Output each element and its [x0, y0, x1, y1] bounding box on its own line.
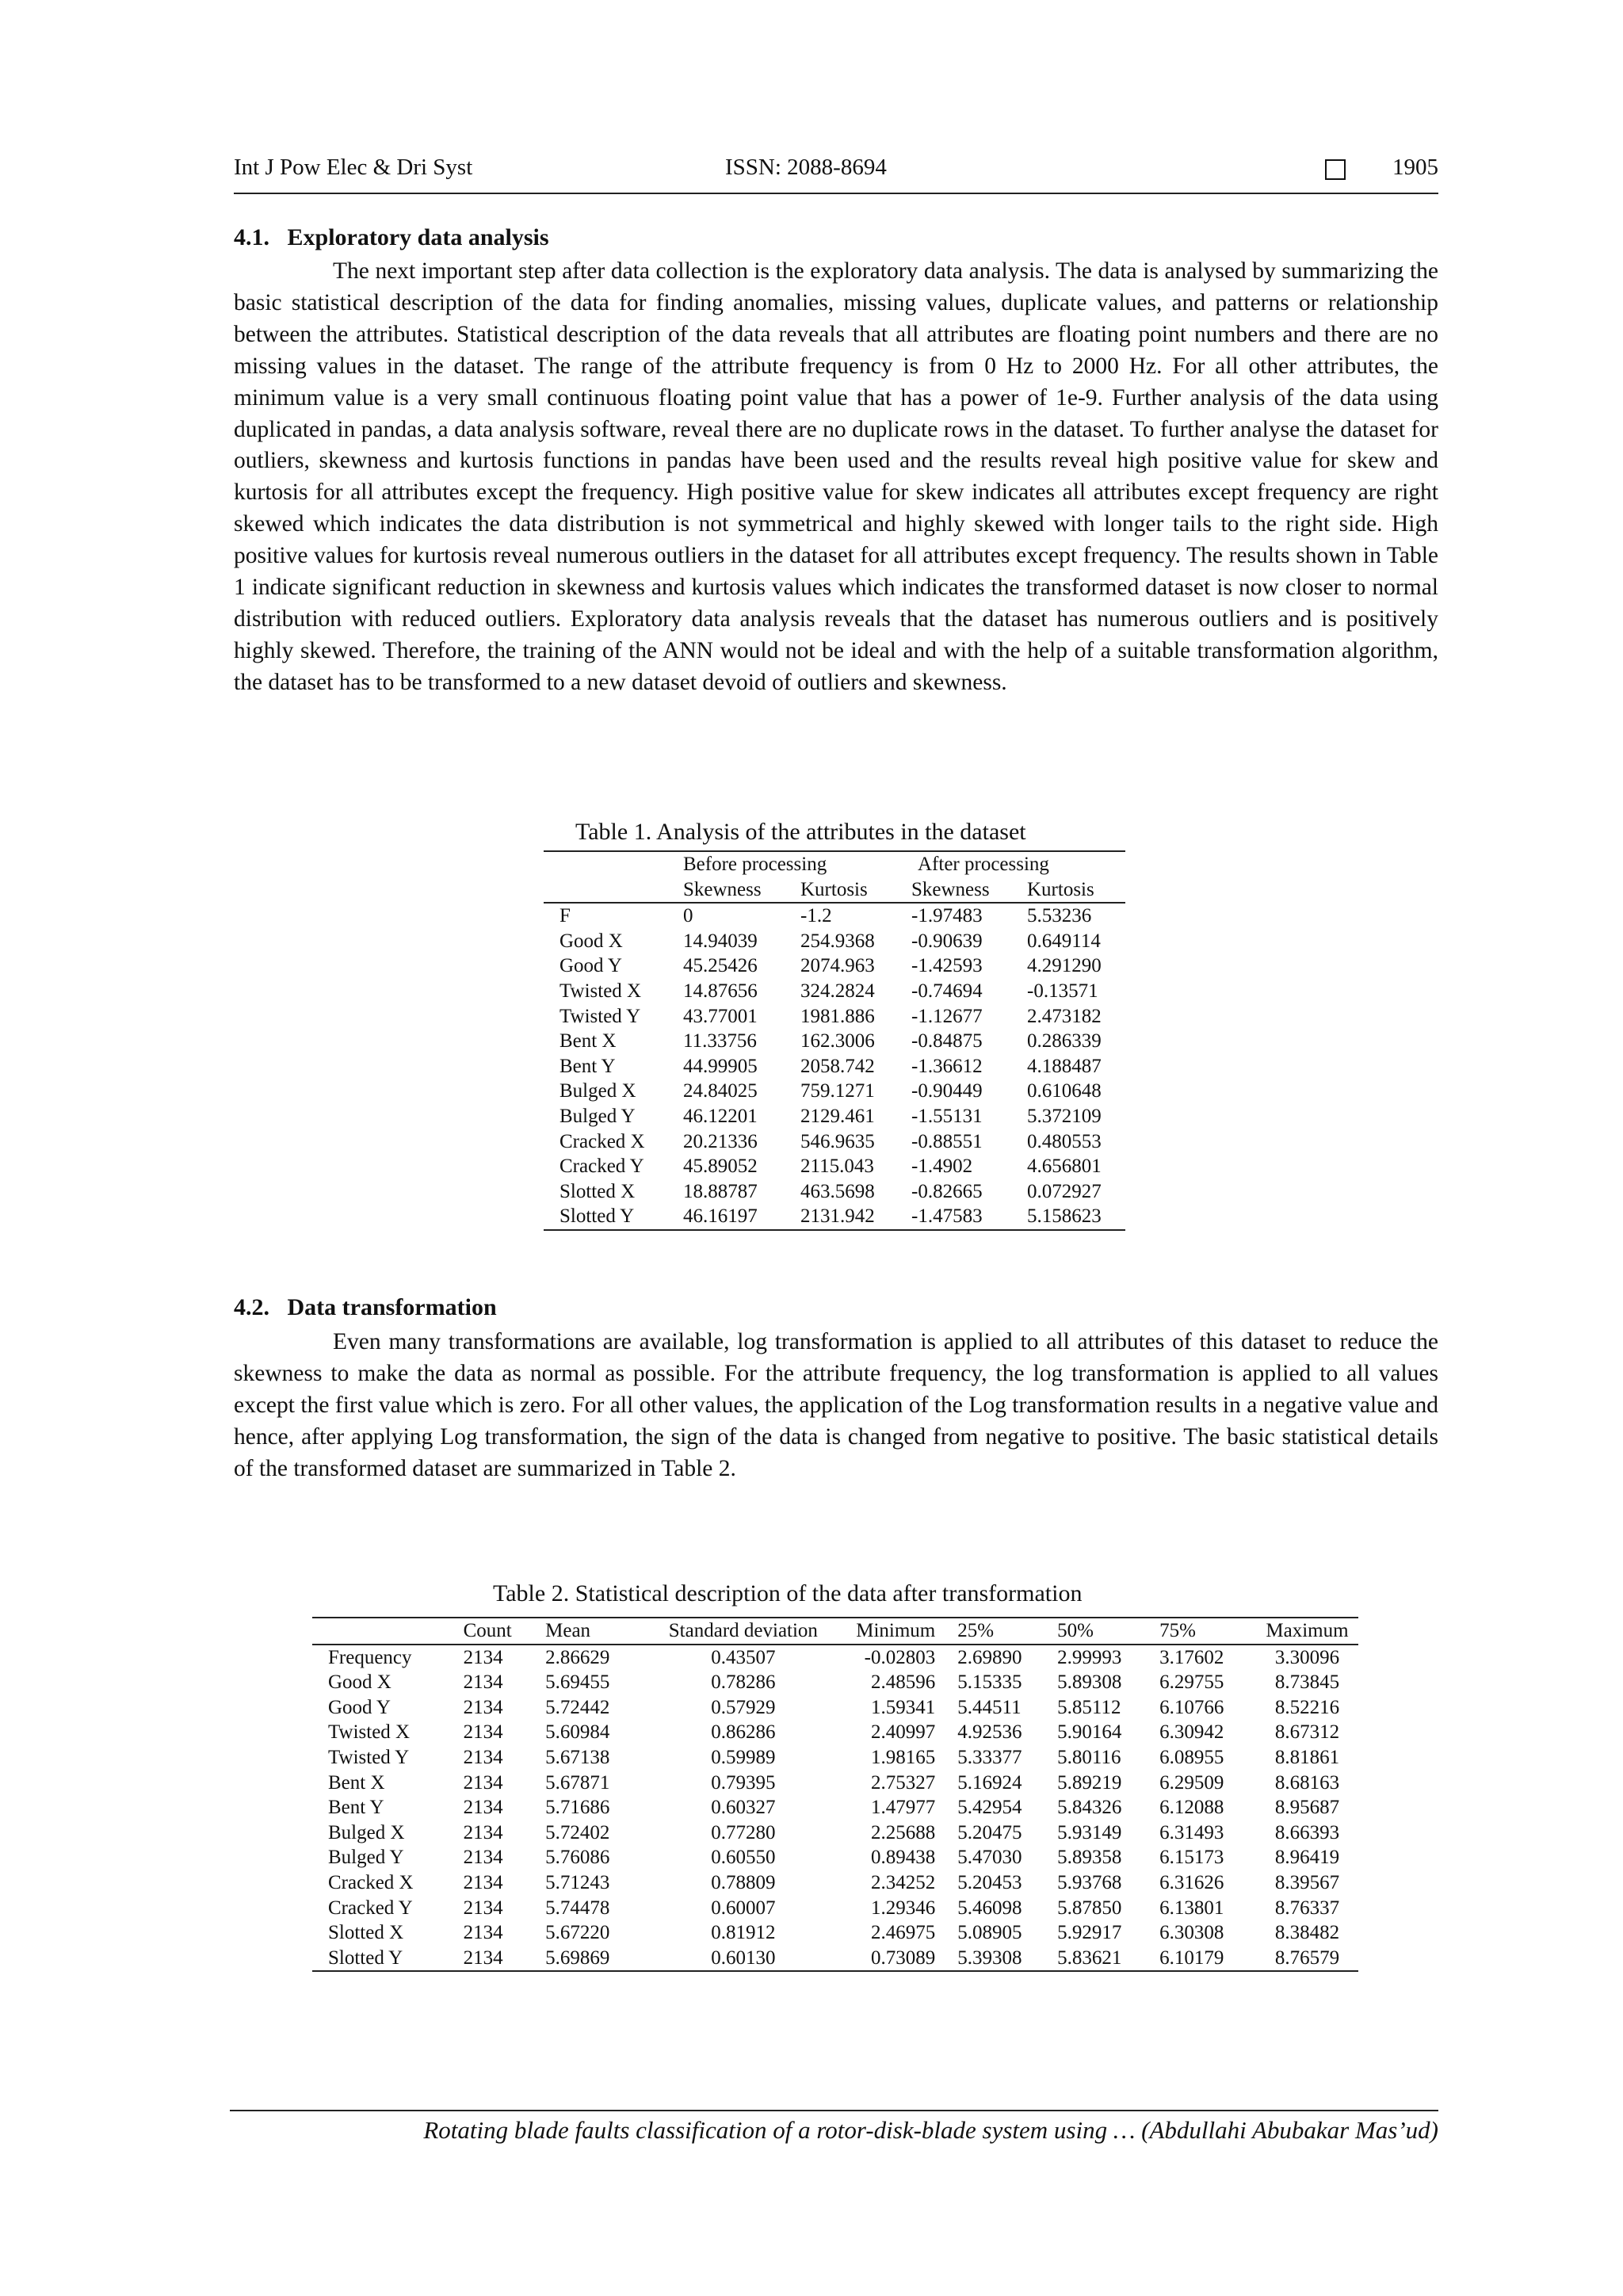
issn: ISSN: 2088-8694	[725, 155, 887, 180]
table1-cell: 0.286339	[1027, 1030, 1102, 1052]
table-row	[544, 1104, 1125, 1129]
table1-row-label: Slotted Y	[559, 1205, 635, 1228]
table1-row-label: Cracked Y	[559, 1156, 644, 1178]
table-row	[312, 1820, 1358, 1846]
paragraph-text: Even many transformations are available, log transformation is applied to all attributes of this dataset to reduce the skewness to make the data as normal as possible. For the attribute frequency, the log transformation is applied to all values except the first value which is zero. For all other values, the application of the Log transformation results in a negative value and hence, after applying Log transformation, the sign of the data is changed from negative to positive. The basic statistical details of the transformed dataset are summarized in Table 2.	[234, 1329, 1438, 1481]
table2-row-label: Good X	[328, 1671, 391, 1694]
table2-header-row	[312, 1618, 1358, 1645]
page-number: 1905	[1392, 155, 1438, 180]
table-row	[312, 1695, 1358, 1721]
table1-body	[544, 903, 1125, 1230]
table2-column-header: Standard deviation	[668, 1620, 818, 1641]
table2-cell: 0.73089	[871, 1946, 936, 1969]
table2-cell: 6.10179	[1159, 1946, 1224, 1969]
table2-cell: 5.71686	[545, 1797, 610, 1819]
table1-cell: 5.158623	[1027, 1205, 1102, 1228]
table2-cell: 1.47977	[871, 1797, 936, 1819]
table1-row-label: Bent Y	[559, 1055, 616, 1077]
table2-cell: 6.15173	[1159, 1847, 1224, 1869]
table2-cell: 2134	[463, 1821, 503, 1843]
table1-cell: 14.87656	[683, 980, 758, 1002]
table1-row-label: Good X	[559, 930, 623, 952]
section-title-data-transformation: 4.2. Data transformation	[234, 1294, 497, 1320]
table2-cell: 5.89308	[1057, 1671, 1122, 1694]
table2-cell: 2.99993	[1057, 1646, 1122, 1668]
table2-row-label: Cracked Y	[328, 1897, 413, 1919]
table1-group-header: After processing	[918, 854, 1049, 875]
table1-cell: -1.97483	[911, 905, 983, 927]
table2-cell: 8.68163	[1274, 1771, 1340, 1794]
table2-cell: 8.81861	[1274, 1746, 1340, 1768]
table2-column-header: 25%	[957, 1620, 995, 1641]
table1-cell: -0.82665	[911, 1180, 983, 1202]
table2-cell: 2.46975	[871, 1922, 936, 1944]
table2-cell: 6.30308	[1159, 1922, 1224, 1944]
table1-cell: -1.36612	[911, 1055, 983, 1077]
table2-cell: 2.48596	[871, 1671, 936, 1694]
table2-cell: 0.60007	[711, 1897, 776, 1919]
table-row	[544, 1079, 1125, 1104]
table-row	[544, 1154, 1125, 1179]
table1-cell: 546.9635	[800, 1130, 875, 1152]
table1-sub-header: Kurtosis	[1027, 878, 1094, 900]
table2-cell: 8.38482	[1274, 1922, 1340, 1944]
table2-column-header: 75%	[1159, 1620, 1196, 1641]
table-row	[544, 1029, 1125, 1054]
table1-cell: -1.12677	[911, 1005, 983, 1027]
table2-cell: 6.08955	[1159, 1746, 1224, 1768]
table2-cell: 8.39567	[1274, 1871, 1340, 1893]
table-row	[312, 1795, 1358, 1820]
table-row	[312, 1920, 1358, 1946]
table1-cell: 43.77001	[683, 1005, 758, 1027]
table2-cell: 8.76579	[1274, 1946, 1340, 1969]
table1-row-label: Good Y	[559, 955, 622, 977]
footer-running-title: Rotating blade faults classification of a rotor-disk-blade system using … (Abdullahi Abubakar Mas’ud)	[423, 2116, 1438, 2144]
table2-cell: 5.90164	[1057, 1721, 1122, 1744]
table1-cell: 46.12201	[683, 1105, 758, 1127]
table2-cell: 6.12088	[1159, 1797, 1224, 1819]
table2-row-label: Bulged X	[328, 1821, 405, 1843]
table1-cell: 24.84025	[683, 1080, 758, 1102]
table-row	[544, 953, 1125, 979]
table2-cell: -0.02803	[864, 1646, 936, 1668]
table1-cell: 2131.942	[800, 1205, 875, 1228]
table1-cell: 0.072927	[1027, 1180, 1102, 1202]
table2-cell: 2134	[463, 1696, 503, 1718]
table2-cell: 0.60327	[711, 1797, 776, 1819]
table2-cell: 5.08905	[957, 1922, 1022, 1944]
table-row	[312, 1896, 1358, 1921]
table-row	[312, 1645, 1358, 1671]
table1-cell: -0.74694	[911, 980, 983, 1002]
table2-cell: 5.39308	[957, 1946, 1022, 1969]
table2-cell: 8.52216	[1274, 1696, 1340, 1718]
table2-caption: Table 2. Statistical description of the data after transformation	[493, 1580, 1083, 1606]
table1-cell: 759.1271	[800, 1080, 875, 1102]
table2-cell: 8.67312	[1274, 1721, 1340, 1744]
table2-cell: 2134	[463, 1871, 503, 1893]
table2-cell: 0.81912	[711, 1922, 776, 1944]
table1-caption: Table 1. Analysis of the attributes in the dataset	[575, 819, 1026, 845]
table1-cell: -0.88551	[911, 1130, 983, 1152]
table1-cell: 20.21336	[683, 1130, 758, 1152]
table1-group-header: Before processing	[683, 854, 827, 875]
table1-sub-header: Skewness	[911, 878, 990, 900]
table2-cell: 0.78809	[711, 1871, 776, 1893]
table2-cell: 0.60130	[711, 1946, 776, 1969]
table2-column-header: Minimum	[856, 1620, 936, 1641]
table1-cell: -0.90449	[911, 1080, 983, 1102]
table2-cell: 5.69869	[545, 1946, 610, 1969]
table2-cell: 0.59989	[711, 1746, 776, 1768]
table2-cell: 5.60984	[545, 1721, 610, 1744]
table1-cell: 1981.886	[800, 1005, 875, 1027]
table1-cell: 4.188487	[1027, 1055, 1102, 1077]
table2-column-header: Mean	[545, 1620, 591, 1641]
table1-cell: 5.372109	[1027, 1105, 1102, 1127]
table-row	[544, 1129, 1125, 1155]
table2-cell: 6.29755	[1159, 1671, 1224, 1694]
table2-column-header: 50%	[1057, 1620, 1094, 1641]
table2-row-label: Bent Y	[328, 1797, 384, 1819]
table2-cell: 5.67138	[545, 1746, 610, 1768]
table1-cell: 2115.043	[800, 1156, 874, 1178]
table2-cell: 2134	[463, 1646, 503, 1668]
table-row	[544, 1204, 1125, 1230]
table-row	[312, 1771, 1358, 1796]
table2-cell: 0.86286	[711, 1721, 776, 1744]
table2-cell: 8.73845	[1274, 1671, 1340, 1694]
table-row	[312, 1946, 1358, 1972]
table2-cell: 5.46098	[957, 1897, 1022, 1919]
table1-row-label: F	[559, 905, 571, 927]
table2-row-label: Good Y	[328, 1696, 391, 1718]
table1-cell: -0.90639	[911, 930, 983, 952]
table-row	[312, 1845, 1358, 1870]
table2-row-label: Slotted X	[328, 1922, 404, 1944]
table2-cell: 5.89358	[1057, 1847, 1122, 1869]
table2-cell: 5.33377	[957, 1746, 1022, 1768]
table1-cell: 2129.461	[800, 1105, 875, 1127]
table1-sub-header: Kurtosis	[800, 878, 868, 900]
table2-cell: 5.16924	[957, 1771, 1022, 1794]
table2-cell: 2.40997	[871, 1721, 936, 1744]
table-row	[544, 979, 1125, 1004]
table2-cell: 1.59341	[871, 1696, 936, 1718]
table2-cell: 3.17602	[1159, 1646, 1224, 1668]
table2-cell: 1.29346	[871, 1897, 936, 1919]
table2-row-label: Cracked X	[328, 1871, 414, 1893]
table1-group-header-row	[544, 851, 1125, 877]
table2-cell: 0.78286	[711, 1671, 776, 1694]
table2-cell: 6.13801	[1159, 1897, 1224, 1919]
table1-row-label: Cracked X	[559, 1130, 645, 1152]
table2-cell: 5.93149	[1057, 1821, 1122, 1843]
table1-cell: -0.84875	[911, 1030, 983, 1052]
table1-row-label: Bulged X	[559, 1080, 636, 1102]
table1-cell: -1.2	[800, 905, 832, 927]
table2	[312, 1617, 1358, 1972]
table2-row-label: Frequency	[328, 1646, 412, 1668]
table1-cell: 2.473182	[1027, 1005, 1102, 1027]
table1-cell: 5.53236	[1027, 905, 1092, 927]
table1-cell: 4.656801	[1027, 1156, 1102, 1178]
table2-cell: 5.42954	[957, 1797, 1022, 1819]
page-header	[234, 155, 1438, 194]
table1-cell: 2058.742	[800, 1055, 875, 1077]
paragraph-exploratory-data-analysis	[234, 256, 1438, 699]
table2-cell: 2.75327	[871, 1771, 936, 1794]
table1-corner	[544, 877, 683, 904]
table2-cell: 2134	[463, 1922, 503, 1944]
table2-body	[312, 1645, 1358, 1972]
table1	[544, 850, 1125, 1231]
table1-cell: 45.25426	[683, 955, 758, 977]
table2-cell: 2134	[463, 1721, 503, 1744]
table1-cell: -1.47583	[911, 1205, 983, 1228]
table2-cell: 4.92536	[957, 1721, 1022, 1744]
table1-cell: 254.9368	[800, 930, 875, 952]
table1-cell: 4.291290	[1027, 955, 1102, 977]
table2-row-label: Bulged Y	[328, 1847, 404, 1869]
table2-cell: 6.10766	[1159, 1696, 1224, 1718]
table2-cell: 5.92917	[1057, 1922, 1122, 1944]
table2-cell: 2134	[463, 1797, 503, 1819]
journal-name: Int J Pow Elec & Dri Syst	[234, 155, 473, 180]
table2-cell: 2134	[463, 1746, 503, 1768]
table1-sub-header: Skewness	[683, 878, 762, 900]
table2-cell: 0.89438	[871, 1847, 936, 1869]
table2-cell: 5.20475	[957, 1821, 1022, 1843]
table2-cell: 5.44511	[957, 1696, 1022, 1718]
paragraph-data-transformation	[234, 1327, 1438, 1485]
table2-cell: 5.15335	[957, 1671, 1022, 1694]
table2-cell: 5.76086	[545, 1847, 610, 1869]
table2-cell: 5.20453	[957, 1871, 1022, 1893]
table2-cell: 8.95687	[1274, 1797, 1340, 1819]
table2-cell: 5.72402	[545, 1821, 610, 1843]
table1-cell: 14.94039	[683, 930, 758, 952]
table2-cell: 0.57929	[711, 1696, 776, 1718]
table1-sub-header-row	[544, 877, 1125, 904]
table-row	[312, 1670, 1358, 1695]
table2-cell: 2.69890	[957, 1646, 1022, 1668]
section-title-exploratory-data-analysis: 4.1. Exploratory data analysis	[234, 224, 549, 250]
table2-cell: 1.98165	[871, 1746, 936, 1768]
table2-column-header	[312, 1618, 456, 1645]
table2-row-label: Twisted Y	[328, 1746, 410, 1768]
table2-cell: 6.29509	[1159, 1771, 1224, 1794]
table2-cell: 2.34252	[871, 1871, 936, 1893]
table-row	[544, 929, 1125, 954]
table1-cell: 0.610648	[1027, 1080, 1102, 1102]
table1-cell: -1.4902	[911, 1156, 973, 1178]
table2-cell: 6.30942	[1159, 1721, 1224, 1744]
table-row	[544, 903, 1125, 929]
table1-corner	[544, 851, 683, 877]
table1-row-label: Twisted X	[559, 980, 642, 1002]
table2-cell: 5.67220	[545, 1922, 610, 1944]
table1-cell: 162.3006	[800, 1030, 875, 1052]
table1-cell: -1.42593	[911, 955, 983, 977]
table2-cell: 0.77280	[711, 1821, 776, 1843]
table2-row-label: Bent X	[328, 1771, 385, 1794]
table2-cell: 5.85112	[1057, 1696, 1121, 1718]
table1-cell: 18.88787	[683, 1180, 758, 1202]
table1-cell: 0	[683, 905, 693, 927]
table1-cell: 46.16197	[683, 1205, 758, 1228]
table1-cell: 45.89052	[683, 1156, 758, 1178]
table1-cell: 324.2824	[800, 980, 875, 1002]
table2-cell: 5.93768	[1057, 1871, 1122, 1893]
table-row	[312, 1745, 1358, 1771]
table1-row-label: Bulged Y	[559, 1105, 636, 1127]
table2-cell: 2134	[463, 1671, 503, 1694]
paragraph-text: The next important step after data collection is the exploratory data analysis. The data is analysed by summarizing the basic statistical description of the data for finding anomalies, missing values, duplicate values, and patterns or relationship between the attributes. Statistical description of the data reveals that all attributes are floating point numbers and there are no missing values in the dataset. The range of the attribute frequency is from 0 Hz to 2000 Hz. For all other attributes, the minimum value is a very small continuous floating point value that has a power of 1e-9. Further analysis of the data using duplicated in pandas, a data analysis software, reveal there are no duplicate rows in the dataset. To further analyse the dataset for outliers, skewness and kurtosis functions in pandas have been used and the results reveal high positive value for skew and kurtosis for all attributes except the frequency. High positive value for skew indicates all attributes except frequency are right skewed which indicates the data distribution is not symmetrical and highly skewed with longer tails to the right side. High positive values for kurtosis reveal numerous outliers in the dataset for all attributes except frequency. The results shown in Table 1 indicate significant reduction in skewness and kurtosis values which indicates the transformed dataset is now closer to normal distribution with reduced outliers. Exploratory data analysis reveals that the dataset has numerous outliers and is positively highly skewed. Therefore, the training of the ANN would not be ideal and with the help of a suitable transformation algorithm, the dataset has to be transformed to a new dataset devoid of outliers and skewness.	[234, 258, 1438, 695]
table2-cell: 5.74478	[545, 1897, 610, 1919]
table2-cell: 2134	[463, 1897, 503, 1919]
table1-cell: -0.13571	[1027, 980, 1098, 1002]
table2-cell: 5.72442	[545, 1696, 610, 1718]
table2-cell: 5.87850	[1057, 1897, 1122, 1919]
checkbox-square-icon	[1325, 159, 1346, 180]
table2-cell: 6.31493	[1159, 1821, 1224, 1843]
table1-row-label: Twisted Y	[559, 1005, 641, 1027]
table2-cell: 6.31626	[1159, 1871, 1224, 1893]
table2-cell: 3.30096	[1274, 1646, 1340, 1668]
table2-cell: 5.89219	[1057, 1771, 1122, 1794]
table2-cell: 2.86629	[545, 1646, 610, 1668]
table2-cell: 2134	[463, 1771, 503, 1794]
table1-cell: 463.5698	[800, 1180, 875, 1202]
table1-row-label: Bent X	[559, 1030, 617, 1052]
table2-row-label: Twisted X	[328, 1721, 411, 1744]
table2-cell: 0.60550	[711, 1847, 776, 1869]
table2-cell: 5.71243	[545, 1871, 610, 1893]
table1-cell: 0.480553	[1027, 1130, 1102, 1152]
table2-column-header: Count	[463, 1620, 512, 1641]
table2-cell: 2134	[463, 1946, 503, 1969]
table2-cell: 0.79395	[711, 1771, 776, 1794]
table2-cell: 5.69455	[545, 1671, 610, 1694]
table2-cell: 2134	[463, 1847, 503, 1869]
table1-row-label: Slotted X	[559, 1180, 636, 1202]
table1-cell: 2074.963	[800, 955, 875, 977]
table2-cell: 5.83621	[1057, 1946, 1122, 1969]
table1-cell: 0.649114	[1027, 930, 1101, 952]
table2-cell: 2.25688	[871, 1821, 936, 1843]
table2-column-header: Maximum	[1266, 1620, 1349, 1641]
table-row	[544, 1179, 1125, 1205]
table-row	[544, 1004, 1125, 1030]
table1-cell: 44.99905	[683, 1055, 758, 1077]
table2-cell: 5.67871	[545, 1771, 610, 1794]
table1-cell: -1.55131	[911, 1105, 983, 1127]
table-row	[312, 1870, 1358, 1896]
table2-cell: 5.84326	[1057, 1797, 1122, 1819]
table-row	[544, 1054, 1125, 1079]
table2-cell: 8.96419	[1274, 1847, 1340, 1869]
table1-cell: 11.33756	[683, 1030, 757, 1052]
table2-cell: 5.47030	[957, 1847, 1022, 1869]
table-row	[312, 1720, 1358, 1745]
table2-cell: 0.43507	[711, 1646, 776, 1668]
table2-cell: 8.66393	[1274, 1821, 1340, 1843]
table2-cell: 5.80116	[1057, 1746, 1121, 1768]
table2-row-label: Slotted Y	[328, 1946, 403, 1969]
footer-rule	[230, 2110, 1438, 2111]
table2-cell: 8.76337	[1274, 1897, 1340, 1919]
